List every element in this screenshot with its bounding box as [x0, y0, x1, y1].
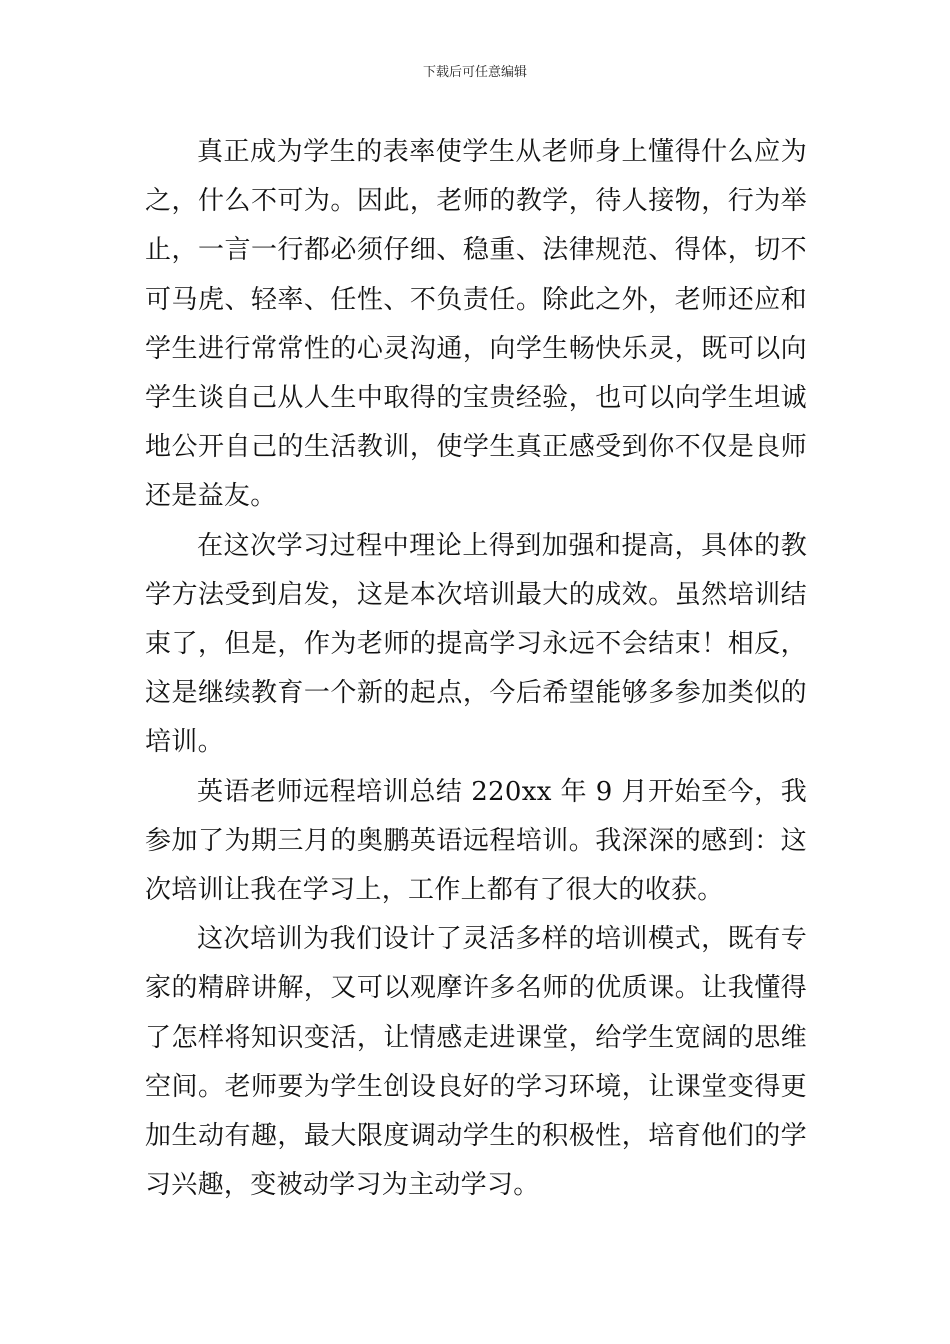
paragraph-3: 英语老师远程培训总结 220xx 年 9 月开始至今，我参加了为期三月的奥鹏英语远程培训。我深深的感到：这次培训让我在学习上，工作上都有了很大的收获。	[145, 776, 807, 906]
page-header: 下载后可任意编辑	[422, 65, 527, 80]
document-body	[145, 128, 807, 1210]
paragraph-4: 这次培训为我们设计了灵活多样的培训模式，既有专家的精辟讲解，又可以观摩许多名师的优质课。让我懂得了怎样将知识变活，让情感走进课堂，给学生宽阔的思维空间。老师要为学生创设良好的学习环境，让课堂变得更加生动有趣，最大限度调动学生的积极性，培育他们的学习兴趣，变被动学习为主动学习。	[145, 924, 807, 1201]
paragraph-2: 在这次学习过程中理论上得到加强和提高，具体的教学方法受到启发，这是本次培训最大的成效。虽然培训结束了，但是，作为老师的提高学习永远不会结束！相反，这是继续教育一个新的起点，今后希望能够多参加类似的培训。	[145, 530, 807, 758]
paragraph-1: 真正成为学生的表率使学生从老师身上懂得什么应为之，什么不可为。因此，老师的教学，待人接物，行为举止，一言一行都必须仔细、稳重、法律规范、得体，切不可马虎、轻率、任性、不负责任。除此之外，老师还应和学生进行常常性的心灵沟通，向学生畅快乐灵，既可以向学生谈自己从人生中取得的宝贵经验，也可以向学生坦诚地公开自己的生活教训，使学生真正感受到你不仅是良师还是益友。	[145, 137, 807, 512]
